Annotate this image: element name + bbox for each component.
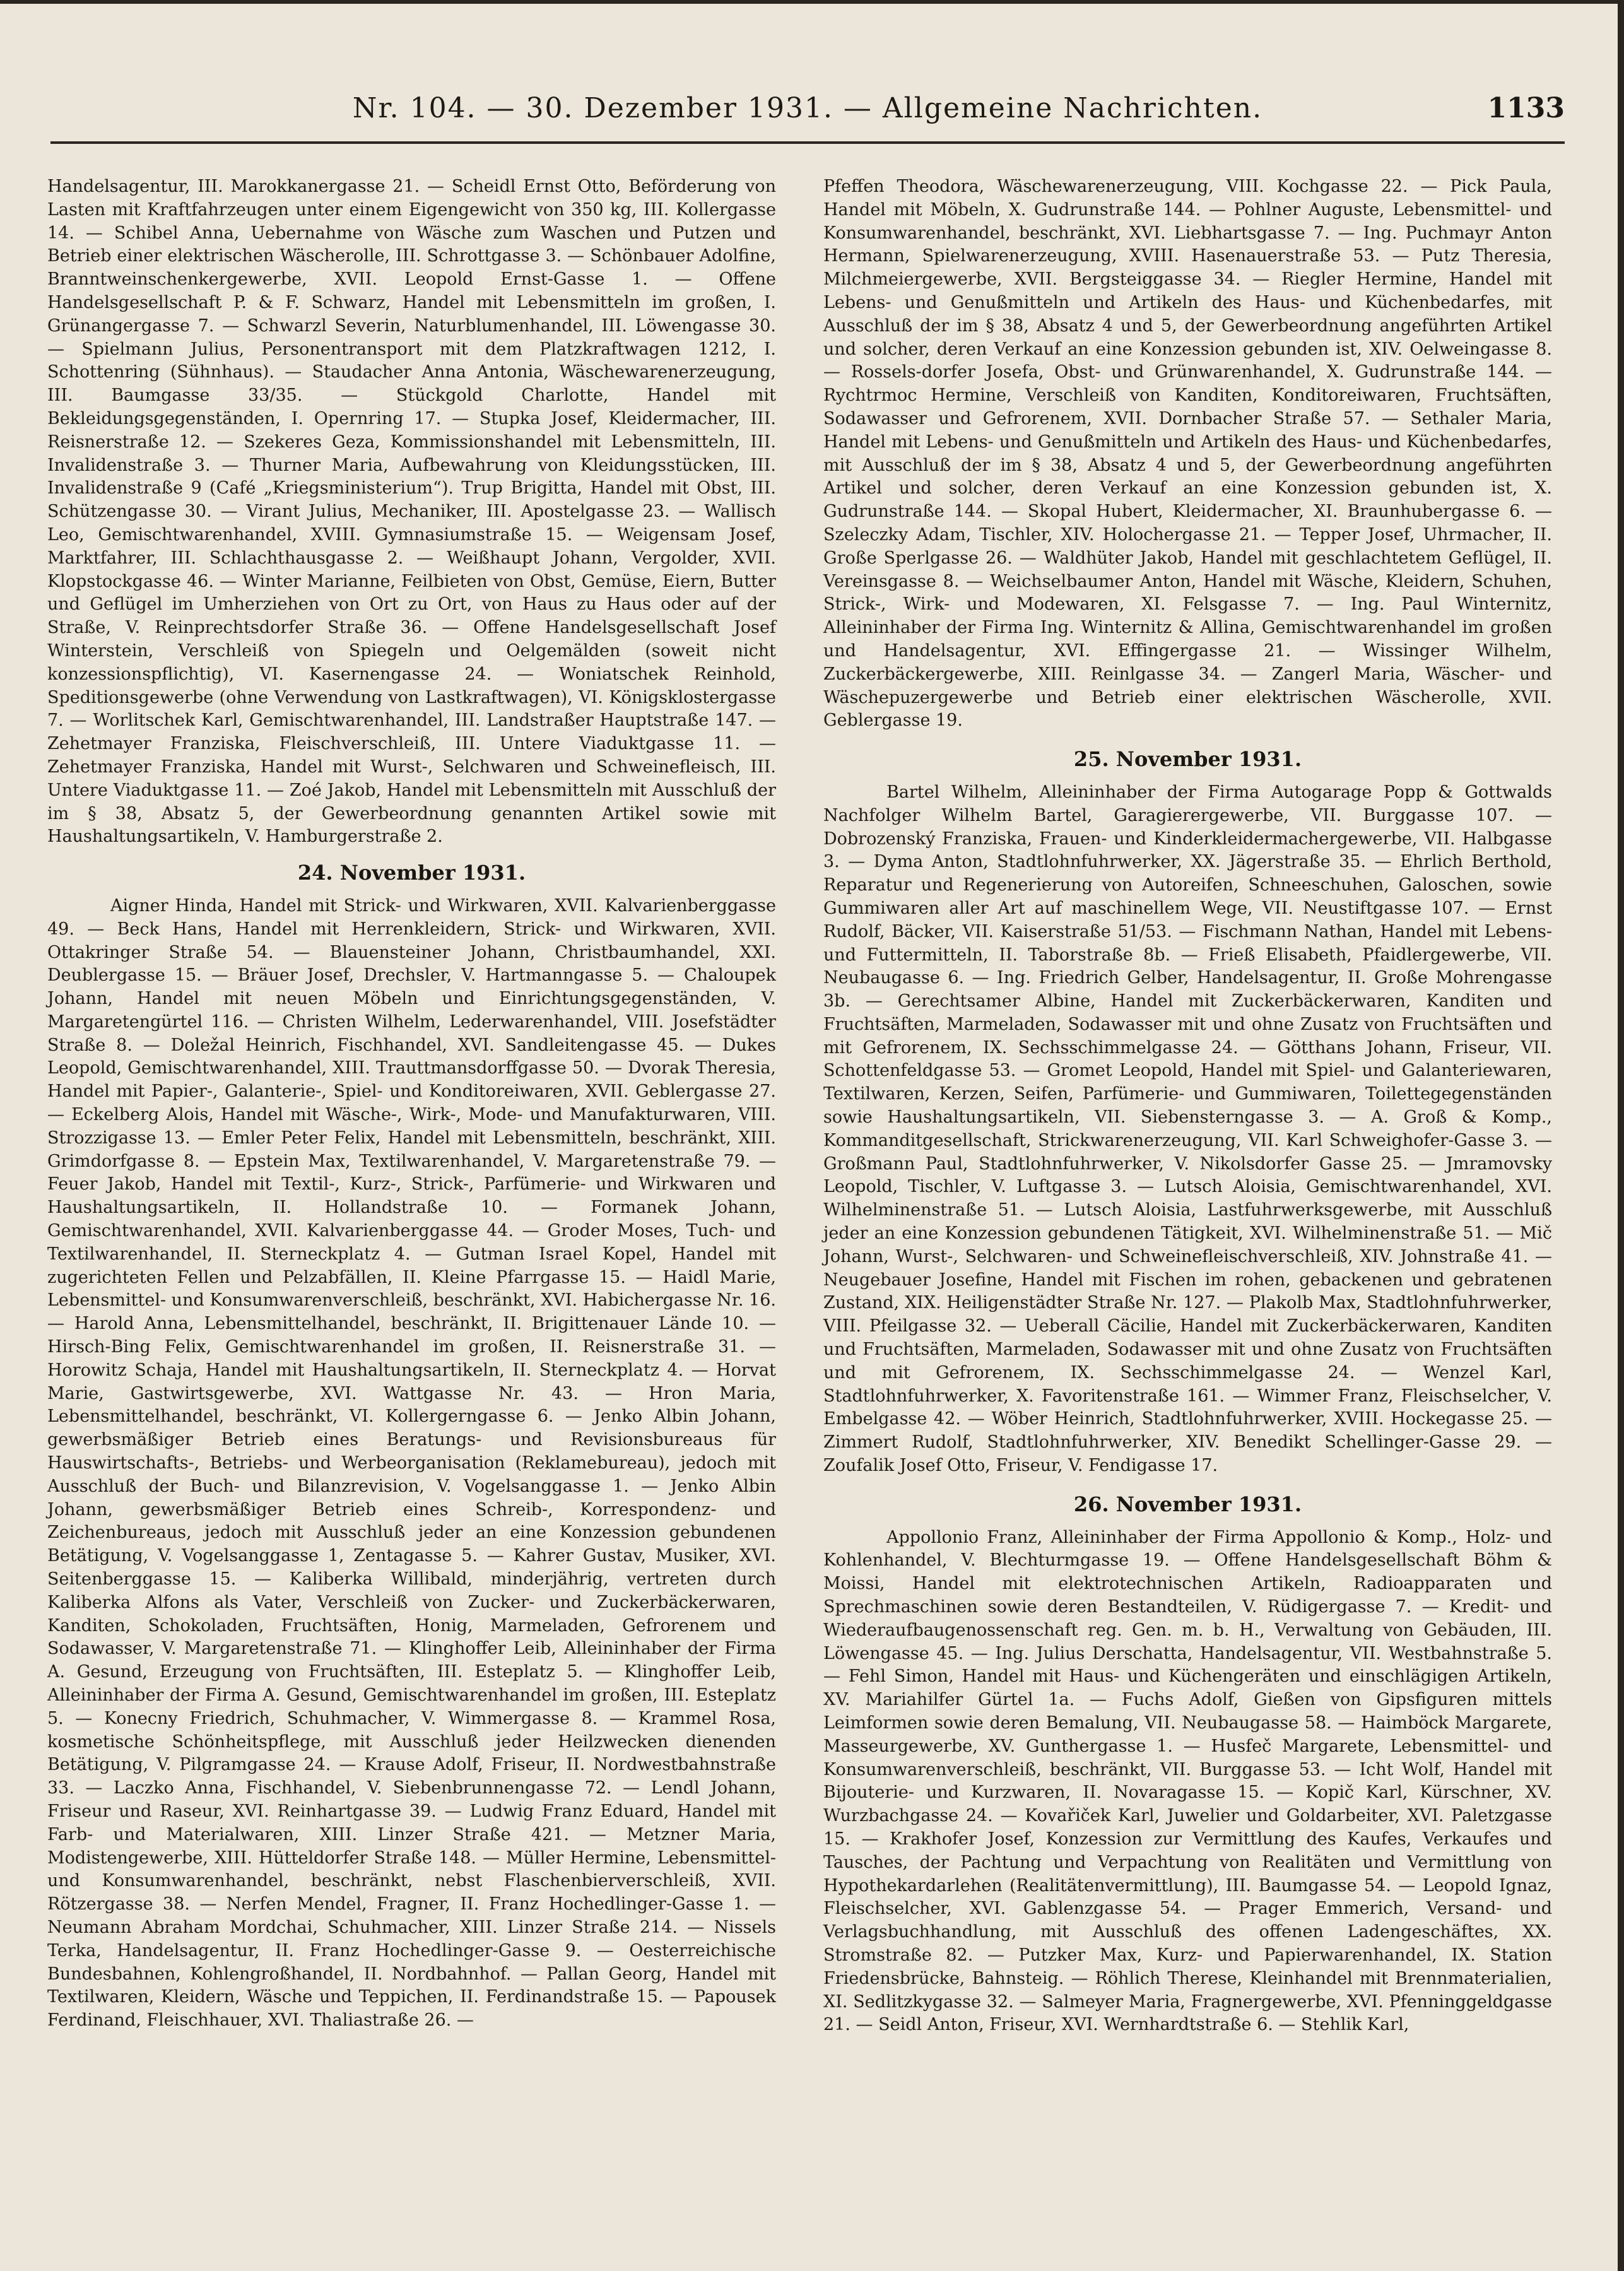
entries-paragraph: Handelsagentur, III. Marokkanergasse 21. — Scheidl Ernst Otto, Beförderung von Lasten mit Kraftfahrzeugen unter einem Eigengewicht von 350 kg, III. Kollergasse 14. — Schibel Anna, Uebernahme von Wäsche zum Waschen und Putzen und Betrieb einer elektrischen Wäscherolle, III. Schrottgasse 3. — Schönbauer Adolfine, Branntweinschenkergewerbe, XVII. Leopold Ernst-Gasse 1. — Offene Handelsgesellschaft P. & F. Schwarz, Handel mit Lebensmitteln im großen, I. Grünangergasse 7. — Schwarzl Severin, Naturblumenhandel, III. Löwengasse 30. — Spielmann Julius, Personentransport mit dem Platzkraftwagen 1212, I. Schottenring (Sühnhaus). — Staudacher Anna Antonia, Wäschewarenerzeugung, III. Baumgasse 33/35. — Stückgold Charlotte, Handel mit Bekleidungsgegenständen, I. Opernring 17. — Stupka Josef, Kleidermacher, III. Reisnerstraße 12. — Szekeres Geza, Kommissionshandel mit Lebensmitteln, III. Invalidenstraße 3. — Thurner Maria, Aufbewahrung von Kleidungsstücken, III. Invalidenstraße 9 (Café „Kriegsministerium“). Trup Brigitta, Handel mit Obst, III. Schützengasse 30. — Virant Julius, Mechaniker, III. Apostelgasse 23. — Wallisch Leo, Gemischtwarenhandel, XVIII. Gymnasiumstraße 15. — Weigensam Josef, Marktfahrer, III. Schlachthausgasse 2. — Weißhaupt Johann, Vergolder, XVII. Klopstockgasse 46. — Winter Marianne, Feilbieten von Obst, Gemüse, Eiern, Butter und Geflügel im Umherziehen von Ort zu Ort, von Haus zu Haus oder auf der Straße, V. Reinprechtsdorfer Straße 36. — Offene Handelsgesellschaft Josef Winterstein, Verschleiß von Spiegeln und Oelgemälden (soweit nicht konzessionspflichtig), VI. Kasernengasse 24. — Woniatschek Reinhold, Speditionsgewerbe (ohne Verwendung von Lastkraftwagen), VI. Königsklostergasse 7. — Worlitschek Karl, Gemischtwarenhandel, III. Landstraßer Hauptstraße 147. — Zehetmayer Franziska, Fleischverschleiß, III. Untere Viaduktgasse 11. — Zehetmayer Franziska, Handel mit Wurst-, Selchwaren und Schweinefleisch, III. Untere Viaduktgasse 11. — Zoé Jakob, Handel mit Lebensmitteln mit Ausschluß der im § 38, Absatz 5, der Gewerbeordnung genannten Artikel sowie mit Haushaltungsartikeln, V. Hamburgerstraße 2. (47, 177, 776, 847)
entries-paragraph: Bartel Wilhelm, Alleininhaber der Firma Autogarage Popp & Gottwalds Nachfolger Wilhelm Bartel, Garagierergewerbe, VII. Burggasse 107. — Dobrozenský Franziska, Frauen- und Kinderkleidermachergewerbe, VII. Halbgasse 3. — Dyma Anton, Stadtlohnfuhrwerker, XX. Jägerstraße 35. — Ehrlich Berthold, Reparatur und Regenerierung von Autoreifen, Schneeschuhen, Galoschen, sowie Gummiwaren aller Art auf maschinellem Wege, VII. Neustiftgasse 107. — Ernst Rudolf, Bäcker, VII. Kaiserstraße 51/53. — Fischmann Nathan, Handel mit Lebens- und Futtermitteln, II. Taborstraße 8b. — Frieß Elisabeth, Pfaidlergewerbe, VII. Neubaugasse 6. — Ing. Friedrich Gelber, Handelsagentur, II. Große Mohrengasse 3b. — Gerechtsamer Albine, Handel mit Zuckerbäckerwaren, Kanditen und Fruchtsäften, Marmeladen, Sodawasser mit und ohne Zusatz von Fruchtsäften und mit Gefrorenem, IX. Sechsschimmelgasse 24. — Götthans Johann, Friseur, VII. Schottenfeldgasse 53. — Gromet Leopold, Handel mit Spiel- und Galanteriewaren, Textilwaren, Kerzen, Seifen, Parfümerie- und Gummiwaren, Toilettegegenständen sowie Haushaltungsartikeln, VII. Siebensterngasse 3. — A. Groß & Komp., Kommanditgesellschaft, Strickwarenerzeugung, VII. Karl Schweighofer-Gasse 3. — Großmann Paul, Stadtlohnfuhrwerker, V. Nikolsdorfer Gasse 25. — Jmramovsky Leopold, Tischler, V. Luftgasse 3. — Lutsch Aloisia, Gemischtwarenhandel, XVI. Wilhelminenstraße 51. — Lutsch Aloisia, Lastfuhrwerksgewerbe, mit Ausschluß jeder an eine Konzession gebundenen Tätigkeit, XVI. Wilhelminenstraße 51. — Mič Johann, Wurst-, Selchwaren- und Schweinefleischverschleiß, XIV. Johnstraße 41. — Neugebauer Josefine, Handel mit Fischen im rohen, gebackenen und gebratenen Zustand, XIX. Heiligenstädter Straße Nr. 127. — Plakolb Max, Stadtlohnfuhrwerker, VIII. Pfeilgasse 32. — Ueberall Cäcilie, Handel mit Zuckerbäckerwaren, Kanditen und Fruchtsäften, Marmeladen, Sodawasser mit und ohne Zusatz von Fruchtsäften und mit Gefrorenem, IX. Sechsschimmelgasse 24. — Wenzel Karl, Stadtlohnfuhrwerker, X. Favoritenstraße 161. — Wimmer Franz, Fleischselcher, V. Embelgasse 42. — Wöber Heinrich, Stadtlohnfuhrwerker, XVIII. Hockegasse 25. — Zimmert Rudolf, Stadtlohnfuhrwerker, XIV. Benedikt Schellinger-Gasse 29. — Zoufalik Josef Otto, Friseur, V. Fendigasse 17. (823, 782, 1552, 1476)
page-number: 1133 (1487, 92, 1565, 124)
entries-paragraph: Pfeffen Theodora, Wäschewarenerzeugung, VIII. Kochgasse 22. — Pick Paula, Handel mit Möbeln, X. Gudrunstraße 144. — Pohlner Auguste, Lebensmittel- und Konsumwarenhandel, beschränkt, XVI. Liebhartsgasse 7. — Ing. Puchmayr Anton Hermann, Spielwarenerzeugung, XVIII. Hasenauerstraße 53. — Putz Theresia, Milchmeiergewerbe, XVII. Bergsteiggasse 34. — Riegler Hermine, Handel mit Lebens- und Genußmitteln und Artikeln des Haus- und Küchenbedarfes, mit Ausschluß der im § 38, Absatz 4 und 5, der Gewerbeordnung angeführten Artikel und solcher, deren Verkauf an eine Konzession gebunden ist, XIV. Oelweingasse 8. — Rossels-dorfer Josefa, Obst- und Grünwarenhandel, X. Gudrunstraße 144. — Rychtrmoc Hermine, Verschleiß von Kanditen, Konditoreiwaren, Fruchtsäften, Sodawasser und Gefrorenem, XVII. Dornbacher Straße 57. — Sethaler Maria, Handel mit Lebens- und Genußmitteln und Artikeln des Haus- und Küchenbedarfes, mit Ausschluß der im § 38, Absatz 4 und 5, der Gewerbeordnung angeführten Artikel und solcher, deren Verkauf an eine Konzession gebunden ist, X. Gudrunstraße 144. — Skopal Hubert, Kleidermacher, XI. Braunhubergasse 6. — Szeleczky Adam, Tischler, XIV. Holochergasse 21. — Tepper Josef, Uhrmacher, II. Große Sperlgasse 26. — Waldhüter Jakob, Handel mit geschlachtetem Geflügel, II. Vereinsgasse 8. — Weichselbaumer Anton, Handel mit Wäsche, Kleidern, Schuhen, Strick-, Wirk- und Modewaren, XI. Felsgasse 7. — Ing. Paul Winternitz, Alleininhaber der Firma Ing. Winternitz & Allina, Gemischtwarenhandel im großen und Handelsagentur, XVI. Effingergasse 21. — Wissinger Wilhelm, Zuckerbäckergewerbe, XIII. Reinlgasse 34. — Zangerl Maria, Wäscher- und Wäschepuzergewerbe und Betrieb einer elektrischen Wäscherolle, XVII. Geblergasse 19. (823, 177, 1552, 731)
entries-paragraph: Appollonio Franz, Alleininhaber der Firma Appollonio & Komp., Holz- und Kohlenhandel, V. Blechturmgasse 19. — Offene Handelsgesellschaft Böhm & Moissi, Handel mit elektrotechnischen Artikeln, Radioapparaten und Sprechmaschinen sowie deren Bestandteilen, V. Rüdigergasse 7. — Kredit- und Wiederaufbaugenossenschaft reg. Gen. m. b. H., Verwaltung von Gebäuden, III. Löwengasse 45. — Ing. Julius Derschatta, Handelsagentur, VII. Westbahnstraße 5. — Fehl Simon, Handel mit Haus- und Küchengeräten und einschlägigen Artikeln, XV. Mariahilfer Gürtel 1a. — Fuchs Adolf, Gießen von Gipsfiguren mittels Leimformen sowie deren Bemalung, VII. Neubaugasse 58. — Haimböck Margarete, Masseurgewerbe, XV. Gunthergasse 1. — Husfeč Margarete, Lebensmittel- und Konsumwarenverschleiß, beschränkt, VII. Burggasse 53. — Icht Wolf, Handel mit Bijouterie- und Kurzwaren, II. Novaragasse 15. — Kopič Karl, Kürschner, XV. Wurzbachgasse 24. — Kovařiček Karl, Juwelier und Goldarbeiter, XVI. Paletzgasse 15. — Krakhofer Josef, Konzession zur Vermittlung des Kaufes, Verkaufes und Tausches, der Pachtung und Verpachtung von Realitäten und Vermittlung von Hypothekardarlehen (Realitätenvermittlung), III. Baumgasse 54. — Leopold Ignaz, Fleischselcher, XVI. Gablenzgasse 54. — Prager Emmerich, Versand- und Verlagsbuchhandlung, mit Ausschluß des offenen Ladengeschäftes, XX. Stromstraße 82. — Putzker Max, Kurz- und Papierwarenhandel, IX. Station Friedensbrücke, Bahnsteig. — Röhlich Therese, Kleinhandel mit Brennmaterialien, XI. Sedlitzkygasse 32. — Salmeyer Maria, Fragnergewerbe, XVI. Pfenninggeldgasse 21. — Seidl Anton, Friseur, XVI. Wernhardtstraße 6. — Stehlik Karl, (823, 1527, 1552, 2035)
left-column (47, 175, 776, 2032)
date-heading: 25. November 1931. (1073, 747, 1302, 772)
right-column (823, 175, 1552, 2037)
page-title: Nr. 104. — 30. Dezember 1931. — Allgemeine Nachrichten. (352, 92, 1263, 124)
page-header (50, 92, 1565, 136)
header-rule (50, 141, 1565, 144)
date-heading: 26. November 1931. (1073, 1492, 1302, 1516)
date-heading: 24. November 1931. (297, 861, 526, 885)
entries-paragraph: Aigner Hinda, Handel mit Strick- und Wirkwaren, XVII. Kalvarienberggasse 49. — Beck Hans, Handel mit Herrenkleidern, Strick- und Wirkwaren, XVII. Ottakringer Straße 54. — Blauensteiner Johann, Christbaumhandel, XXI. Deublergasse 15. — Bräuer Josef, Drechsler, V. Hartmanngasse 5. — Chaloupek Johann, Handel mit neuen Möbeln und Einrichtungsgegenständen, V. Margaretengürtel 116. — Christen Wilhelm, Lederwarenhandel, VIII. Josefstädter Straße 8. — Doležal Heinrich, Fischhandel, XVI. Sandleitengasse 45. — Dukes Leopold, Gemischtwarenhandel, XIII. Trauttmansdorffgasse 50. — Dvorak Theresia, Handel mit Papier-, Galanterie-, Spiel- und Konditoreiwaren, XVII. Geblergasse 27. — Eckelberg Alois, Handel mit Wäsche-, Wirk-, Mode- und Manufakturwaren, VIII. Strozzigasse 13. — Emler Peter Felix, Handel mit Lebensmitteln, beschränkt, XIII. Grimdorfgasse 8. — Epstein Max, Textilwarenhandel, V. Margaretenstraße 79. — Feuer Jakob, Handel mit Textil-, Kurz-, Strick-, Parfümerie- und Wirkwaren und Haushaltungsartikeln, II. Hollandstraße 10. — Formanek Johann, Gemischtwarenhandel, XVII. Kalvarienberggasse 44. — Groder Moses, Tuch- und Textilwarenhandel, II. Sterneckplatz 4. — Gutman Israel Kopel, Handel mit zugerichteten Fellen und Pelzabfällen, II. Kleine Pfarrgasse 15. — Haidl Marie, Lebensmittel- und Konsumwarenverschleiß, beschränkt, XVI. Habichergasse Nr. 16. — Harold Anna, Lebensmittelhandel, beschränkt, II. Brigittenauer Lände 10. — Hirsch-Bing Felix, Gemischtwarenhandel im großen, II. Reisnerstraße 31. — Horowitz Schaja, Handel mit Haushaltungsartikeln, II. Sterneckplatz 4. — Horvat Marie, Gastwirtsgewerbe, XVI. Wattgasse Nr. 43. — Hron Maria, Lebensmittelhandel, beschränkt, VI. Kollergerngasse 6. — Jenko Albin Johann, gewerbsmäßiger Betrieb eines Beratungs- und Revisionsbureaus für Hauswirtschafts-, Betriebs- und Werbeorganisation (Reklamebureau), jedoch mit Ausschluß der Buch- und Bilanzrevision, V. Vogelsanggasse 1. — Jenko Albin Johann, gewerbsmäßiger Betrieb eines Schreib-, Korrespondenz- und Zeichenbureaus, jedoch mit Ausschluß jeder an eine Konzession gebundenen Betätigung, V. Vogelsanggasse 1, Zentagasse 5. — Kahrer Gustav, Musiker, XVI. Seitenberggasse 15. — Kaliberka Willibald, minderjährig, vertreten durch Kaliberka Alfons als Vater, Verschleiß von Zucker- und Zuckerbäckerwaren, Kanditen, Schokoladen, Fruchtsäften, Honig, Marmeladen, Gefrorenem und Sodawasser, V. Margaretenstraße 71. — Klinghoffer Leib, Alleininhaber der Firma A. Gesund, Erzeugung von Fruchtsäften, III. Esteplatz 5. — Klinghoffer Leib, Alleininhaber der Firma A. Gesund, Gemischtwarenhandel im großen, III. Esteplatz 5. — Konecny Friedrich, Schuhmacher, V. Wimmergasse 8. — Krammel Rosa, kosmetische Schönheitspflege, mit Ausschluß jeder Heilzwecken dienenden Betätigung, V. Pilgramgasse 24. — Krause Adolf, Friseur, II. Nordwestbahnstraße 33. — Laczko Anna, Fischhandel, V. Siebenbrunnengasse 72. — Lendl Johann, Friseur und Raseur, XVI. Reinhartgasse 39. — Ludwig Franz Eduard, Handel mit Farb- und Materialwaren, XIII. Linzer Straße 421. — Metzner Maria, Modistengewerbe, XIII. Hütteldorfer Straße 148. — Müller Hermine, Lebensmittel- und Konsumwarenhandel, beschränkt, nebst Flaschenbierverschleiß, XVII. Rötzergasse 38. — Nerfen Mendel, Fragner, II. Franz Hochedlinger-Gasse 1. — Neumann Abraham Mordchai, Schuhmacher, XIII. Linzer Straße 214. — Nissels Terka, Handelsagentur, II. Franz Hochedlinger-Gasse 9. — Oesterreichische Bundesbahnen, Kohlengroßhandel, II. Nordbahnhof. — Pallan Georg, Handel mit Textilwaren, Kleidern, Wäsche und Teppichen, II. Ferdinandstraße 15. — Papousek Ferdinand, Fleischhauer, XVI. Thaliastraße 26. — (47, 895, 776, 2031)
